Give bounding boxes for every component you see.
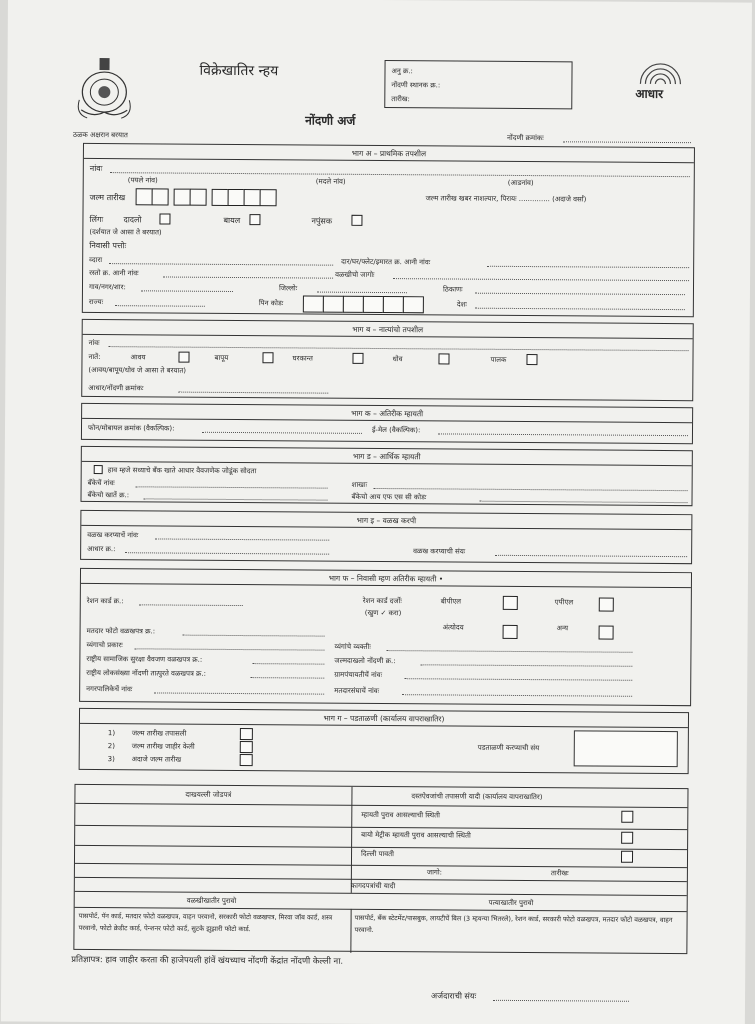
disabled-person-label: व्यंगांचे व्यक्तीः [334, 642, 371, 651]
id-proof-list: पासपोर्ट, पॅन कार्ड, मतदार फोटो वळखपत्र, वाहन परवानो, सरकारी फोटो वळखपत्र, मिरवा जॉब कार्ड, शस्त्र परवानो, फोटो क्रेडीट कार्ड, पेन्शनर फोटो कार्ड, सुटके झुझारी फोटो कार्ड. [78, 911, 333, 934]
applicant-signature-field[interactable] [493, 1000, 629, 1002]
care-of-field[interactable] [109, 263, 333, 266]
disabled-person-field[interactable] [386, 650, 632, 653]
birth-certificate-label: जल्मदाखलो नोंदणी क्र.: [334, 656, 396, 666]
state-field[interactable] [115, 305, 205, 307]
country-field[interactable] [475, 308, 685, 310]
constituency-field[interactable] [402, 694, 632, 697]
constituency-label: मतदारसंघाचें नांवः [334, 686, 380, 696]
disability-type-label: व्यंगाचो प्रकारः [86, 640, 123, 650]
bank-name-label: बँकेचें नांवः [87, 478, 115, 488]
pin-cell[interactable] [363, 296, 384, 313]
verify-item-3-number: 3) [107, 755, 115, 764]
block-letters-note: ठळक अक्षरान बरयात [73, 130, 128, 140]
verify-item-2-number: 2) [107, 742, 115, 751]
apl-label: एपीएल [554, 598, 574, 607]
antyodaya-label: अंत्योदय [442, 623, 464, 632]
account-label: बँकेचो खातें क्र.: [87, 490, 130, 500]
introducer-signature-field[interactable] [495, 555, 687, 557]
state-emblem-icon [73, 52, 135, 122]
street-label: रस्तो क्र. आनी नांवः [89, 268, 139, 278]
section-g-verification [79, 708, 689, 774]
document-title: विक्रेखातिर न्हय [199, 62, 279, 80]
pin-cell[interactable] [343, 296, 364, 313]
voter-id-field[interactable] [183, 635, 325, 637]
introducer-aadhaar-field[interactable] [125, 552, 329, 554]
relation-child-label: धोव [392, 355, 403, 364]
check-demographic-label: म्हायती पुराव आसल्याची स्थिती [361, 810, 440, 820]
care-of-label: व्दारा [89, 255, 103, 265]
check-demographic-checkbox[interactable] [621, 811, 633, 823]
pin-label: पिन कोडः [258, 299, 284, 308]
other-class-checkbox[interactable] [599, 626, 614, 640]
ifsc-label: बँकेचो आय एफ एस सी कोडः [351, 492, 427, 502]
surname-caption: (आडनांव) [507, 178, 534, 188]
middle-name-caption: (मदले नांव) [315, 177, 346, 186]
address-label: निवासी पत्तोः [89, 240, 127, 251]
verify-item-2-label: जल्म तारीख जाहीर केली [131, 742, 195, 751]
gender-female-checkbox[interactable] [249, 214, 260, 225]
pin-cell[interactable] [303, 295, 324, 312]
bank-link-consent-label: हाव म्हजे सध्याचे बँक खाते आधार वैवजणेक जोडूंक सोदता [107, 466, 257, 476]
place-field[interactable] [475, 293, 685, 295]
social-security-field[interactable] [252, 663, 324, 665]
ration-class-label: रेशन कार्ड दर्जोः [362, 596, 402, 606]
section-e-title: भाग इ – वळख करपी [356, 515, 417, 526]
ration-card-label: रेशन कार्ड क्र.: [86, 596, 124, 606]
attached-docs-heading: दाखयल्ली जोडपत्रं [185, 790, 232, 799]
social-security-label: राष्ट्रीय सामाजिक सुरक्षा वैवजण वळखपत्र क्र.: [86, 654, 203, 664]
id-proof-heading: वळखीखातीर पुरावो [186, 896, 237, 906]
disability-type-field[interactable] [134, 648, 324, 650]
name-label: नांवः [89, 163, 103, 174]
section-d-financial-info [80, 446, 692, 506]
phone-field[interactable] [202, 432, 362, 434]
date-label: तारीख: [391, 95, 410, 104]
section-f-resident-info [79, 568, 692, 706]
street-field[interactable] [163, 276, 333, 278]
documents-table [73, 784, 688, 954]
state-label: राज्यः [88, 297, 104, 307]
relation-child-checkbox[interactable] [438, 353, 449, 364]
date-label: तारीखः [550, 869, 569, 878]
section-e-introducer [80, 510, 692, 564]
phone-label: फोन/मोबायल क्रमांक (वैकल्पिक): [87, 423, 175, 433]
village-field[interactable] [141, 290, 233, 292]
first-name-caption: (पयले नांव) [127, 176, 158, 185]
section-b-title: भाग ब – नात्यांचो तपशील [352, 324, 424, 335]
declaration-text: प्रतिज्ञापत्र: हाव जाहीर करता की हाजेपयली हांवें खंयच्याच नोंदणी केंद्रांत नोंदणी केल्ली ना. [71, 953, 344, 966]
gender-note: (दर्शयात जे आसा ते बरयात) [89, 227, 162, 237]
reference-box [384, 60, 572, 109]
district-field[interactable] [317, 292, 407, 294]
relation-mother-checkbox[interactable] [178, 352, 189, 363]
relative-aadhaar-field[interactable] [178, 392, 328, 394]
relation-label: नातें: [88, 352, 101, 362]
aadhaar-logo-icon [630, 56, 690, 86]
tick-note: (खुण ✓ करा) [364, 608, 402, 618]
npr-field[interactable] [250, 677, 324, 679]
verifier-signature-box[interactable] [574, 730, 678, 767]
panchayat-field[interactable] [404, 678, 632, 681]
verify-item-3-checkbox[interactable] [240, 754, 253, 766]
dob-cell[interactable] [136, 188, 153, 205]
check-receipt-checkbox[interactable] [621, 851, 633, 863]
email-label: ई-मेल (वैकल्पिक): [371, 425, 421, 435]
district-label: जिल्लोः [278, 284, 298, 293]
registration-number-field[interactable] [563, 141, 691, 143]
municipality-label: नगरपालिकेचें नांवः [86, 684, 133, 694]
introducer-aadhaar-label: आधार क्र.: [87, 544, 116, 554]
serial-no-label: अनु क्र.: [391, 67, 413, 76]
bpl-label: बीपीएल [440, 597, 462, 606]
place-label: जागो: [426, 868, 443, 877]
verify-item-3-label: अदाजे जल्म तारीख [131, 755, 182, 764]
verifier-signature-label: पडताळणी करप्याची संय [477, 743, 540, 753]
npr-label: राष्ट्रीय लोकसंख्या नोंदणी तात्पुरते वळखपत्र क्र.: [86, 668, 207, 678]
branch-label: शाखाः [351, 480, 368, 489]
gender-male-label: दादलो [123, 215, 142, 225]
address-proof-list: पासपोर्ट, बँक स्टेटमेंट/पासबुक, लायटीचें बिल (3 म्हयन्या भितरले), रेशन कार्ड, सरकारी फोटो वळखपत्र, मतदार फोटो वळखपत्र, वाहन परवानो. [354, 913, 673, 934]
applicant-signature-label: अर्जदाराची संयः [431, 991, 477, 1001]
panchayat-label: ग्रामपंचायतीचें नांवः [334, 670, 383, 680]
branch-field[interactable] [374, 488, 688, 491]
landmark-field[interactable] [393, 278, 689, 281]
address-proof-heading: पत्याखातीर पुरावो [488, 898, 534, 908]
section-g-title: भाग ग – पडताळणी (कार्यालय वापराखातिर) [323, 713, 445, 724]
gender-transgender-label: नपुंसक [311, 216, 333, 226]
place-label: ठिकाणः [442, 285, 463, 294]
introducer-name-field[interactable] [155, 538, 329, 540]
bpl-checkbox[interactable] [503, 596, 518, 610]
section-c-title: भाग क – अतिरीक म्हायती [351, 408, 424, 419]
station-no-label: नोंदणी स्थानक क्र.: [391, 81, 441, 90]
account-field[interactable] [144, 498, 328, 500]
gender-male-checkbox[interactable] [159, 213, 170, 224]
municipality-field[interactable] [154, 692, 324, 694]
name-field[interactable] [110, 172, 690, 177]
relation-guardian-checkbox[interactable] [526, 354, 537, 365]
bank-name-field[interactable] [136, 486, 328, 488]
section-f-title: भाग फ – निवासी म्हण अतिरीक म्हायती • [328, 573, 444, 584]
relative-aadhaar-label: आधार/नोंदणी क्रमांकः [88, 383, 144, 393]
form-sheet [1, 0, 752, 1024]
gender-female-label: बायल [223, 215, 241, 226]
dob-cell[interactable] [174, 189, 191, 206]
dob-cell[interactable] [190, 189, 207, 206]
birth-certificate-field[interactable] [420, 664, 632, 666]
house-label: दार/घर/फ्लेट/इमारत क्र. आनी नांवः [341, 257, 431, 267]
apl-checkbox[interactable] [599, 598, 614, 612]
landmark-label: वळखीचो जागोः [335, 270, 375, 279]
pin-cell[interactable] [383, 296, 404, 313]
email-field[interactable] [438, 433, 688, 436]
dob-cell[interactable] [212, 189, 229, 206]
antyodaya-checkbox[interactable] [503, 625, 518, 639]
country-label: देशः [456, 300, 467, 309]
relative-name-label: नांवः [88, 338, 100, 348]
checklist-heading: दस्तऐवजांची तपासणी यादी (कार्यालय वापराखातिर) [411, 792, 543, 802]
house-field[interactable] [487, 266, 689, 268]
introducer-signature-label: वळख करप्याची संयः [413, 547, 466, 556]
relative-name-field[interactable] [109, 346, 689, 351]
gender-label: लिंगः [89, 214, 104, 225]
section-a-title: भाग अ – प्राथमिक तपशील [351, 148, 427, 159]
check-biometric-checkbox[interactable] [621, 832, 633, 844]
check-biometric-label: बायो मेट्रीक म्हायती पुराव आसल्याची स्थिती [361, 830, 471, 840]
verify-item-1-label: जल्म तारीख तपासली [131, 729, 187, 738]
dob-cell[interactable] [244, 189, 261, 206]
dob-cell[interactable] [152, 188, 169, 205]
dob-cell[interactable] [228, 189, 245, 206]
verify-item-2-checkbox[interactable] [240, 741, 253, 753]
ration-card-field[interactable] [139, 604, 243, 606]
relation-mother-label: आवय [130, 353, 146, 362]
pin-cell[interactable] [323, 296, 344, 313]
aadhaar-logo-text: आधार [635, 86, 664, 101]
dob-label: जल्म तारीख [89, 192, 126, 203]
gender-transgender-checkbox[interactable] [351, 215, 362, 226]
relation-guardian-label: पालक [490, 355, 507, 364]
relation-father-label: बापूय [214, 353, 229, 362]
village-label: गाव/नगर/शार: [88, 282, 126, 292]
bank-link-consent-checkbox[interactable] [94, 465, 103, 474]
pin-cell[interactable] [403, 296, 424, 313]
section-d-title: भाग ड – आर्थिक म्हायती [352, 451, 421, 462]
section-b-relationship-details [81, 319, 694, 401]
section-a-primary-details [82, 143, 695, 317]
relation-spouse-checkbox[interactable] [352, 353, 363, 364]
docs-list-heading: कागदपत्रांची यादी [350, 881, 396, 891]
verify-item-1-number: 1) [107, 729, 116, 738]
dob-cell[interactable] [260, 189, 277, 206]
approx-age-label: जल्म तारीख खबर नाशल्यार, पिरायः .............. (अदाजे वर्सां) [425, 194, 587, 204]
other-class-label: अन्य [556, 624, 569, 633]
relation-spouse-label: घरकान्त [292, 354, 313, 363]
form-title: नोंदणी अर्ज [305, 113, 356, 128]
ifsc-field[interactable] [479, 501, 687, 503]
check-receipt-label: दिल्ली पावती [361, 849, 395, 859]
voter-id-label: मतदार फोटो वळखपत्र क्र.: [86, 626, 156, 636]
verify-item-1-checkbox[interactable] [240, 728, 253, 740]
registration-number-label: नोंदणी क्रमांकः [507, 133, 544, 143]
relation-note: (आवय/बापूय/धोव जे आसा ते बरयात) [88, 365, 187, 375]
introducer-name-label: वळख करप्याचें नांवः [87, 530, 139, 540]
section-c-additional-info [81, 403, 693, 444]
relation-father-checkbox[interactable] [262, 352, 273, 363]
